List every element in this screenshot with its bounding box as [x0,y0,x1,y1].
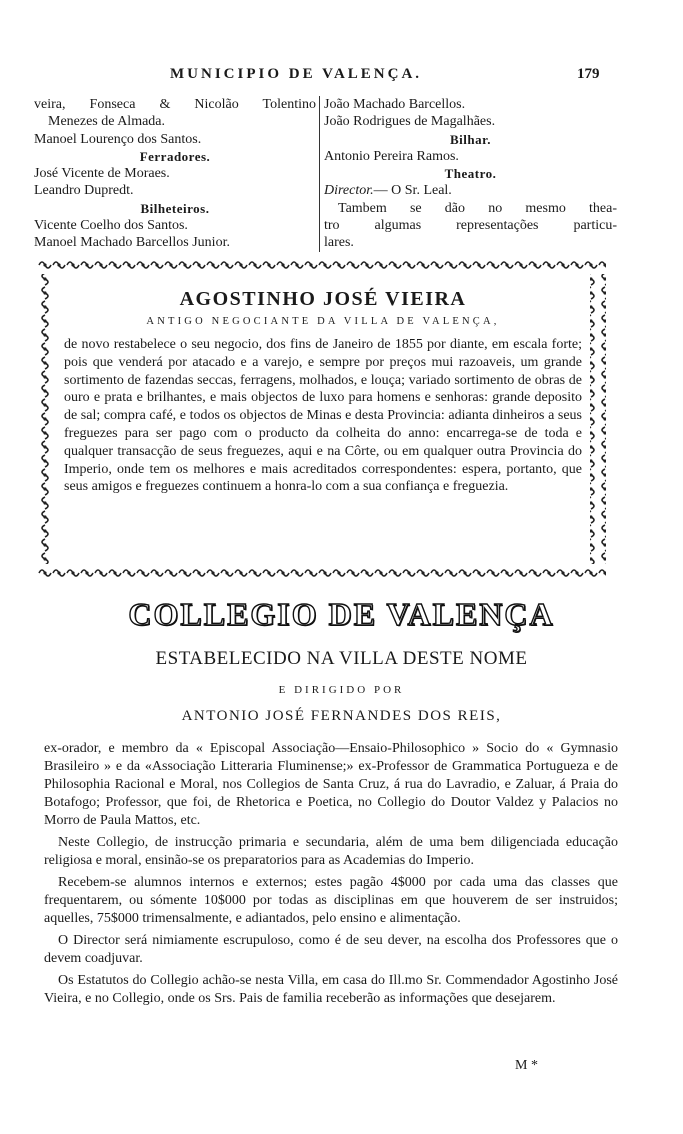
theatro-note-line: Tambem se dão no mesmo thea- [338,200,617,216]
paragraph: ex-orador, e membro da « Episcopal Associação—Ensaio-Philosophico » Socio do « Gymnasio Brasileiro » e da «Associação Litteraria Fluminense;» ex-Professor de Grammatica Portugueza e de Philosophia Racional e Moral, nos Collegios de Santa Cruz, á rua do Lavradio, e Zaluar, á Praia do Botafogo; Professor, que foi, de Rhetorica e Poetica, no Collegio do Doutor Valdez y Palacios no Morro de Paula Mattos, etc. [44,741,618,828]
list-item: João Machado Barcellos. [324,97,466,112]
theatro-note-line: tro algumas representações particu- [324,218,617,234]
director-label: Director. [324,183,374,199]
ornament-right [590,274,606,564]
collegio-subtitle: ESTABELECIDO NA VILLA DESTE NOME [155,648,528,669]
advertisement-content [64,288,582,496]
paragraph: Neste Collegio, de instrucção primaria e secundaria, além de uma bem diligenciada educação religiosa e moral, ensinão-se os preparatorios para as Academias do Imperio. [44,835,618,868]
director-line [324,182,617,199]
right-column [319,96,617,252]
list-item: veira, Fonseca & Nicolão Tolentino [34,97,316,112]
collegio-title: COLLEGIO DE VALENÇA [128,596,555,632]
advertisement-body: de novo restabelece o seu negocio, dos fins de Janeiro de 1855 por diante, em escala forte; pois que venderá por atacado e a varejo, e sempre por preços mui razoaveis, um grande sortimento de fazendas seccas, ferragens, molhados, e louça; variado sortimento de obras de ouro e prata e brilhantes, e mais objectos de luxo para homens e senhoras: grande deposito de sal; compra café, e todos os objectos de Minas e desta Provincia: adianta dinheiros a seus freguezes para ser pago com o producto da colheita do anno: encarrega-se de toda e qualquer transacção de seus freguezes, aqui e na Côrte, ou em qualquer outra Provincia do Imperio, onde tem os melhores e mais acreditados correspondentes: espera, portanto, que seus amigos e freguezes continuem a honra-lo com a sua confiança e freguezia. [64,337,582,495]
list-item: João Rodrigues de Magalhães. [324,114,496,130]
section-heading-ferradores: Ferradores. [139,148,211,164]
section-heading-bilhar: Bilhar. [450,131,491,147]
paragraph: O Director será nimiamente escrupuloso, como é de seu dever, na escolha dos Professores que o devem coadjuvar. [44,933,618,966]
theatro-note-line: lares. [324,235,354,251]
list-item: Manoel Lourenço dos Santos. [34,131,202,147]
collegio-dirigido: E DIRIGIDO POR [278,684,405,696]
list-item: Menezes de Almada. [48,114,166,130]
section-heading-bilheteiros: Bilheteiros. [140,200,210,216]
list-item: Vicente Coelho dos Santos. [34,218,188,234]
director-text: — O Sr. Leal. [373,183,452,199]
advertisement-subtitle: ANTIGO NEGOCIANTE DA VILLA DE VALENÇA, [146,316,500,327]
list-item: Leandro Dupredt. [34,183,134,199]
running-head-title: MUNICIPIO DE VALENÇA. [170,66,423,82]
page-number: 179 [577,66,600,82]
collegio-body [44,740,618,1012]
directory-columns [34,96,617,251]
ornament-bottom [38,564,606,580]
advertisement-title: AGOSTINHO JOSÉ VIEIRA [179,288,467,310]
list-item: José Vicente de Moraes. [34,166,170,182]
ornament-top [38,258,606,274]
left-column [34,96,316,252]
advertisement-box [38,258,606,580]
paragraph: Os Estatutos do Collegio achão-se nesta Villa, em casa do Ill.mo Sr. Commendador Agostinho José Vieira, e no Collegio, onde os Srs. Pais de familia receberão as informações que desejarem. [44,973,618,1006]
collegio-director-name: ANTONIO JOSÉ FERNANDES DOS REIS, [181,708,502,724]
running-head [0,66,683,88]
list-item: Manoel Machado Barcellos Junior. [34,235,230,251]
signature-mark: M * [515,1058,538,1073]
ornament-left [38,274,54,564]
list-item: Antonio Pereira Ramos. [324,148,459,164]
section-heading-theatro: Theatro. [444,166,497,182]
paragraph: Recebem-se alumnos internos e externos; estes pagão 4$000 por cada uma das classes que frequentarem, ou sómente 10$000 por todas as disciplinas em que houverem de ser instruidos; aquelles, 75$000 trimensalmente, e adiantados, pelo ensino e alimentação. [44,875,618,926]
